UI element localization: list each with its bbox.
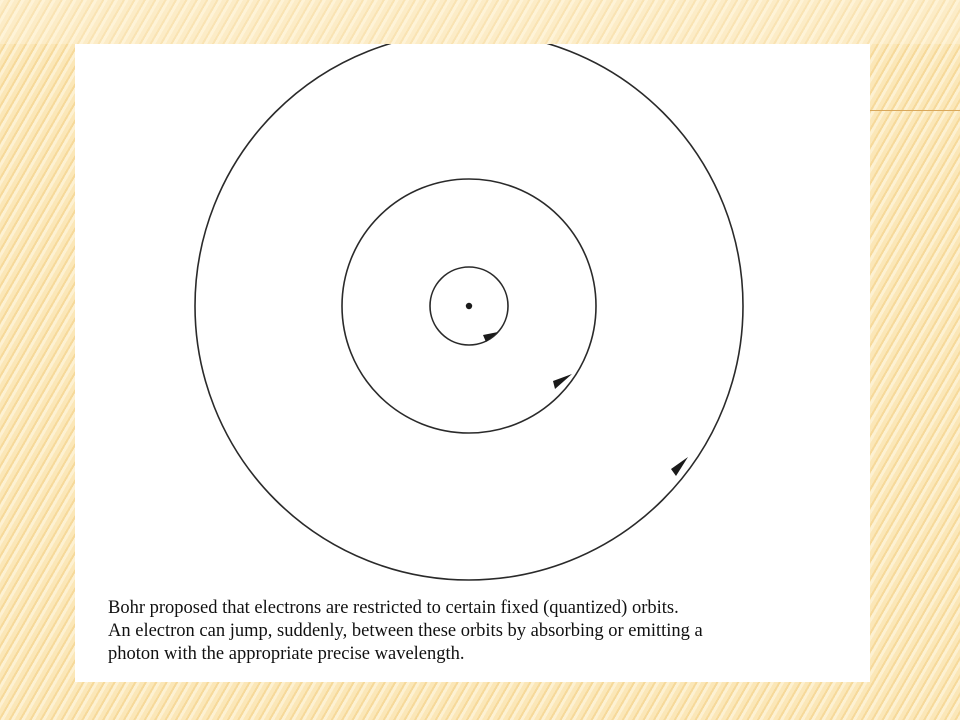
slide-content: [75, 44, 870, 682]
caption-line-3: photon with the appropriate precise wavelength.: [108, 644, 465, 664]
caption-line-2: An electron can jump, suddenly, between these orbits by absorbing or emitting a: [108, 621, 703, 641]
bohr-atom-diagram: [75, 44, 870, 584]
middle-orbit-arrow: [553, 374, 572, 389]
top-band: [0, 0, 960, 44]
inner-orbit-arrow: [483, 332, 498, 342]
caption: [108, 597, 858, 666]
orbit-outer: [195, 44, 743, 580]
caption-line-1: Bohr proposed that electrons are restricted to certain fixed (quantized) orbits.: [108, 598, 679, 618]
decorative-rule: [868, 110, 960, 111]
nucleus: [466, 303, 472, 309]
